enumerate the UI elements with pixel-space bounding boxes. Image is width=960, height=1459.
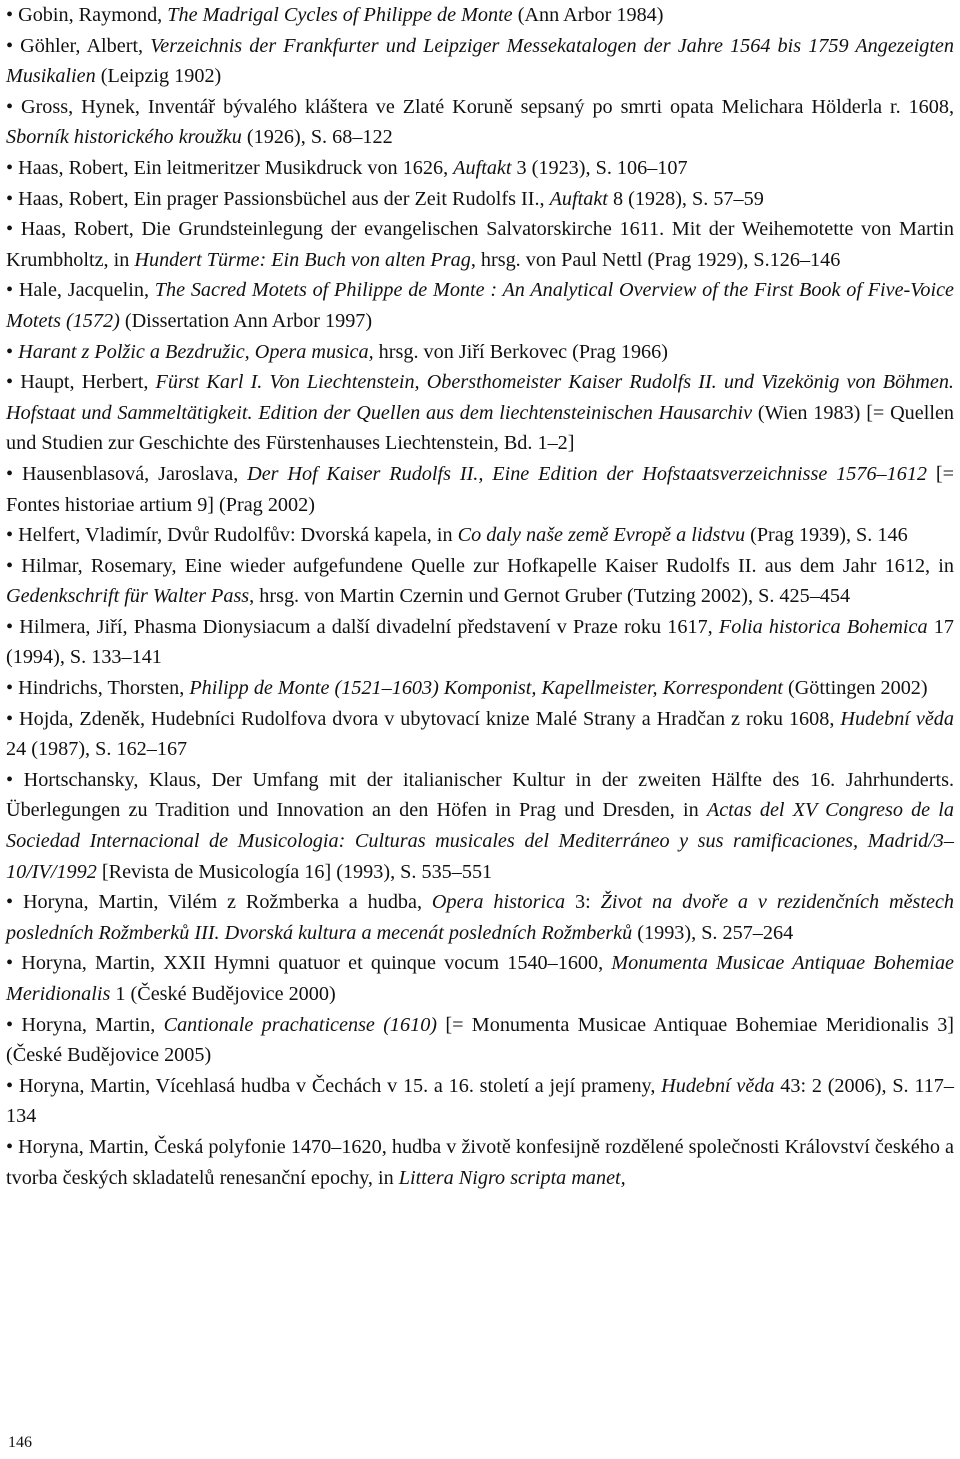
entry-italic-title: Gedenkschrift für Walter Pass [6, 585, 250, 608]
entry-text: (Leipzig 1902) [95, 65, 222, 88]
entry-italic-title: Hundert Türme: Ein Buch von alten Prag [134, 248, 471, 271]
entry-text: (Wien 1983) [= Quellen und Studien zur Geschichte des Fürstenhauses Liechtenstein, Bd. 1–2] [6, 401, 955, 455]
entry-italic-title: Opera historica [431, 891, 566, 914]
entry-italic-title: Co daly naše země Evropě a lidstvu [457, 524, 746, 547]
entry-text: • Göhler, Albert, [6, 34, 151, 57]
bibliography-entry [6, 459, 954, 520]
bibliography-entry [6, 887, 954, 948]
entry-italic-title: Philipp de Monte (1521–1603) Komponist, Kapellmeister, Korrespondent [189, 677, 783, 700]
entry-text: • Hindrichs, Thorsten, [6, 677, 190, 700]
entry-text: (Dissertation Ann Arbor 1997) [119, 309, 373, 332]
entry-italic-title: Folia historica Bohemica [718, 615, 928, 638]
bibliography-entry [6, 765, 954, 887]
entry-text: • Hilmar, Rosemary, Eine wieder aufgefundene Quelle zur Hofkapelle Kaiser Rudolfs II. aus dem Jahr 1612, in [6, 554, 954, 577]
entry-text: 3 (1923), S. 106–107 [511, 156, 688, 179]
entry-text: • Horyna, Martin, [6, 1013, 164, 1036]
entry-italic-title: Verzeichnis der Frankfurter und Leipziger Messekatalogen der Jahre 1564 bis 1759 Angezeigten Musikalien [6, 34, 954, 88]
entry-text: • Horyna, Martin, Vícehlasá hudba v Čechách v 15. a 16. století a její prameny, [6, 1074, 662, 1097]
bibliography-entry [6, 337, 954, 368]
bibliography-entry [6, 1010, 954, 1071]
entry-italic-title: Monumenta Musicae Antiquae Bohemiae Meridionalis [6, 952, 954, 1005]
bibliography-entry [6, 1132, 954, 1193]
bibliography-entry [6, 92, 954, 153]
bibliography-entry [6, 551, 954, 612]
bibliography-page [6, 0, 954, 1193]
bibliography-entry [6, 704, 954, 765]
bibliography-entry [6, 31, 954, 92]
entry-italic-title: Život na dvoře a v rezidenčních městech posledních Rožmberků III. Dvorská kultura a mecenát posledních Rožmberků [6, 891, 955, 944]
entry-text: • Hortschansky, Klaus, Der Umfang mit der italianischer Kultur in der zweiten Hälfte des 16. Jahrhunderts. Überlegungen zu Tradition und Innovation an den Höfen in Prag und Dresden, in [6, 768, 954, 822]
entry-text: 8 (1928), S. 57–59 [607, 187, 764, 210]
bibliography-entry [6, 367, 954, 459]
entry-text: • Horyna, Martin, Vilém z Rožmberka a hudba, [6, 891, 432, 914]
entry-italic-title: Actas del XV Congreso de la Sociedad Internacional de Musicologia: Culturas musicales del Mediterráneo y sus ramificaciones, Madrid/3–10/IV/1992 [6, 799, 954, 883]
entry-text: hrsg. von Jiří Berkovec (Prag 1966) [373, 340, 668, 363]
entry-text: • Gross, Hynek, Inventář bývalého kláštera ve Zlaté Koruně sepsaný po smrti opata Melichara Hölderla r. 1608, [6, 95, 954, 118]
entry-text: • [6, 340, 19, 363]
entry-text: • Horyna, Martin, Česká polyfonie 1470–1620, hudba v životě konfesijně rozdělené společnosti Království českého a tvorba českých skladatelů renesanční epochy, in [6, 1135, 954, 1189]
entry-text: , hrsg. von Martin Czernin und Gernot Gruber (Tutzing 2002), S. 425–454 [249, 585, 851, 608]
entry-italic-title: Cantionale prachaticense (1610) [163, 1013, 438, 1036]
bibliography-entry [6, 948, 954, 1009]
entry-text: • Hale, Jacquelin, [6, 279, 155, 302]
entry-text: • Gobin, Raymond, [6, 4, 168, 26]
entry-text: • Hausenblasová, Jaroslava, [6, 462, 248, 485]
page-number: 146 [8, 1434, 32, 1451]
bibliography-entry [6, 153, 954, 184]
entry-italic-title: Sborník historického kroužku [6, 126, 242, 149]
bibliography-entry [6, 184, 954, 215]
bibliography-entry [6, 0, 954, 31]
entry-text: 17 (1994), S. 133–141 [6, 615, 954, 669]
entry-italic-title: Auftakt [453, 156, 512, 179]
entry-italic-title: Littera Nigro scripta manet, [398, 1166, 626, 1189]
entry-text: (Prag 1939), S. 146 [745, 524, 908, 547]
entry-text: 24 (1987), S. 162–167 [6, 738, 188, 761]
entry-text: • Haupt, Herbert, [6, 371, 156, 394]
entry-italic-title: Hudební věda [661, 1074, 775, 1097]
entry-text: • Haas, Robert, Ein leitmeritzer Musikdruck von 1626, [6, 156, 454, 179]
entry-text: • Helfert, Vladimír, Dvůr Rudolfův: Dvorská kapela, in [6, 524, 458, 547]
entry-text: (1926), S. 68–122 [241, 126, 393, 149]
entry-italic-title: Auftakt [549, 187, 608, 210]
bibliography-entry [6, 612, 954, 673]
entry-text: (Göttingen 2002) [782, 677, 928, 700]
entry-text: • Horyna, Martin, XXII Hymni quatuor et quinque vocum 1540–1600, [6, 952, 612, 975]
bibliography-entry [6, 673, 954, 704]
entry-text: [Revista de Musicología 16] (1993), S. 535–551 [96, 860, 493, 883]
entry-text: • Haas, Robert, Die Grundsteinlegung der evangelischen Salvatorskirche 1611. Mit der Weihemotette von Martin Krumbholtz, in [6, 218, 954, 271]
entry-text: 43: 2 (2006), S. 117–134 [6, 1074, 954, 1128]
entry-italic-title: Fürst Karl I. Von Liechtenstein, Obersthomeister Kaiser Rudolfs II. und Vizekönig von Böhmen. Hofstaat und Sammeltätigkeit. Edition der Quellen aus dem liechtensteinischen Hausarchiv [6, 371, 954, 424]
bibliography-entry [6, 275, 954, 336]
bibliography-entry [6, 520, 954, 551]
entry-italic-title: Der Hof Kaiser Rudolfs II., Eine Edition der Hofstaatsverzeichnisse 1576–1612 [247, 462, 928, 485]
bibliography-entry [6, 214, 954, 275]
entry-text: , hrsg. von Paul Nettl (Prag 1929), S.126–146 [470, 248, 841, 271]
entry-text: 3: [565, 891, 601, 914]
entry-text: 1 (České Budějovice 2000) [110, 983, 336, 1005]
entry-italic-title: Hudební věda [840, 707, 954, 730]
entry-text: [= Fontes historiae artium 9] (Prag 2002) [6, 462, 955, 516]
entry-italic-title: The Sacred Motets of Philippe de Monte : An Analytical Overview of the First Book of Five-Voice Motets (1572) [6, 279, 954, 332]
entry-text: • Hojda, Zdeněk, Hudebníci Rudolfova dvora v ubytovací knize Malé Strany a Hradčan z roku 1608, [6, 707, 841, 730]
entry-text: [= Monumenta Musicae Antiquae Bohemiae Meridionalis 3] (České Budějovice 2005) [6, 1013, 955, 1067]
entry-italic-title: The Madrigal Cycles of Philippe de Monte [167, 4, 513, 26]
entry-text: • Hilmera, Jiří, Phasma Dionysiacum a další divadelní představení v Praze roku 1617, [6, 615, 719, 638]
entry-italic-title: Harant z Polžic a Bezdružic, Opera musica, [18, 340, 374, 363]
entry-text: • Haas, Robert, Ein prager Passionsbüchel aus der Zeit Rudolfs II., [6, 187, 550, 210]
entry-text: (Ann Arbor 1984) [512, 4, 664, 26]
entry-text: (1993), S. 257–264 [632, 921, 794, 944]
bibliography-entry [6, 1071, 954, 1132]
